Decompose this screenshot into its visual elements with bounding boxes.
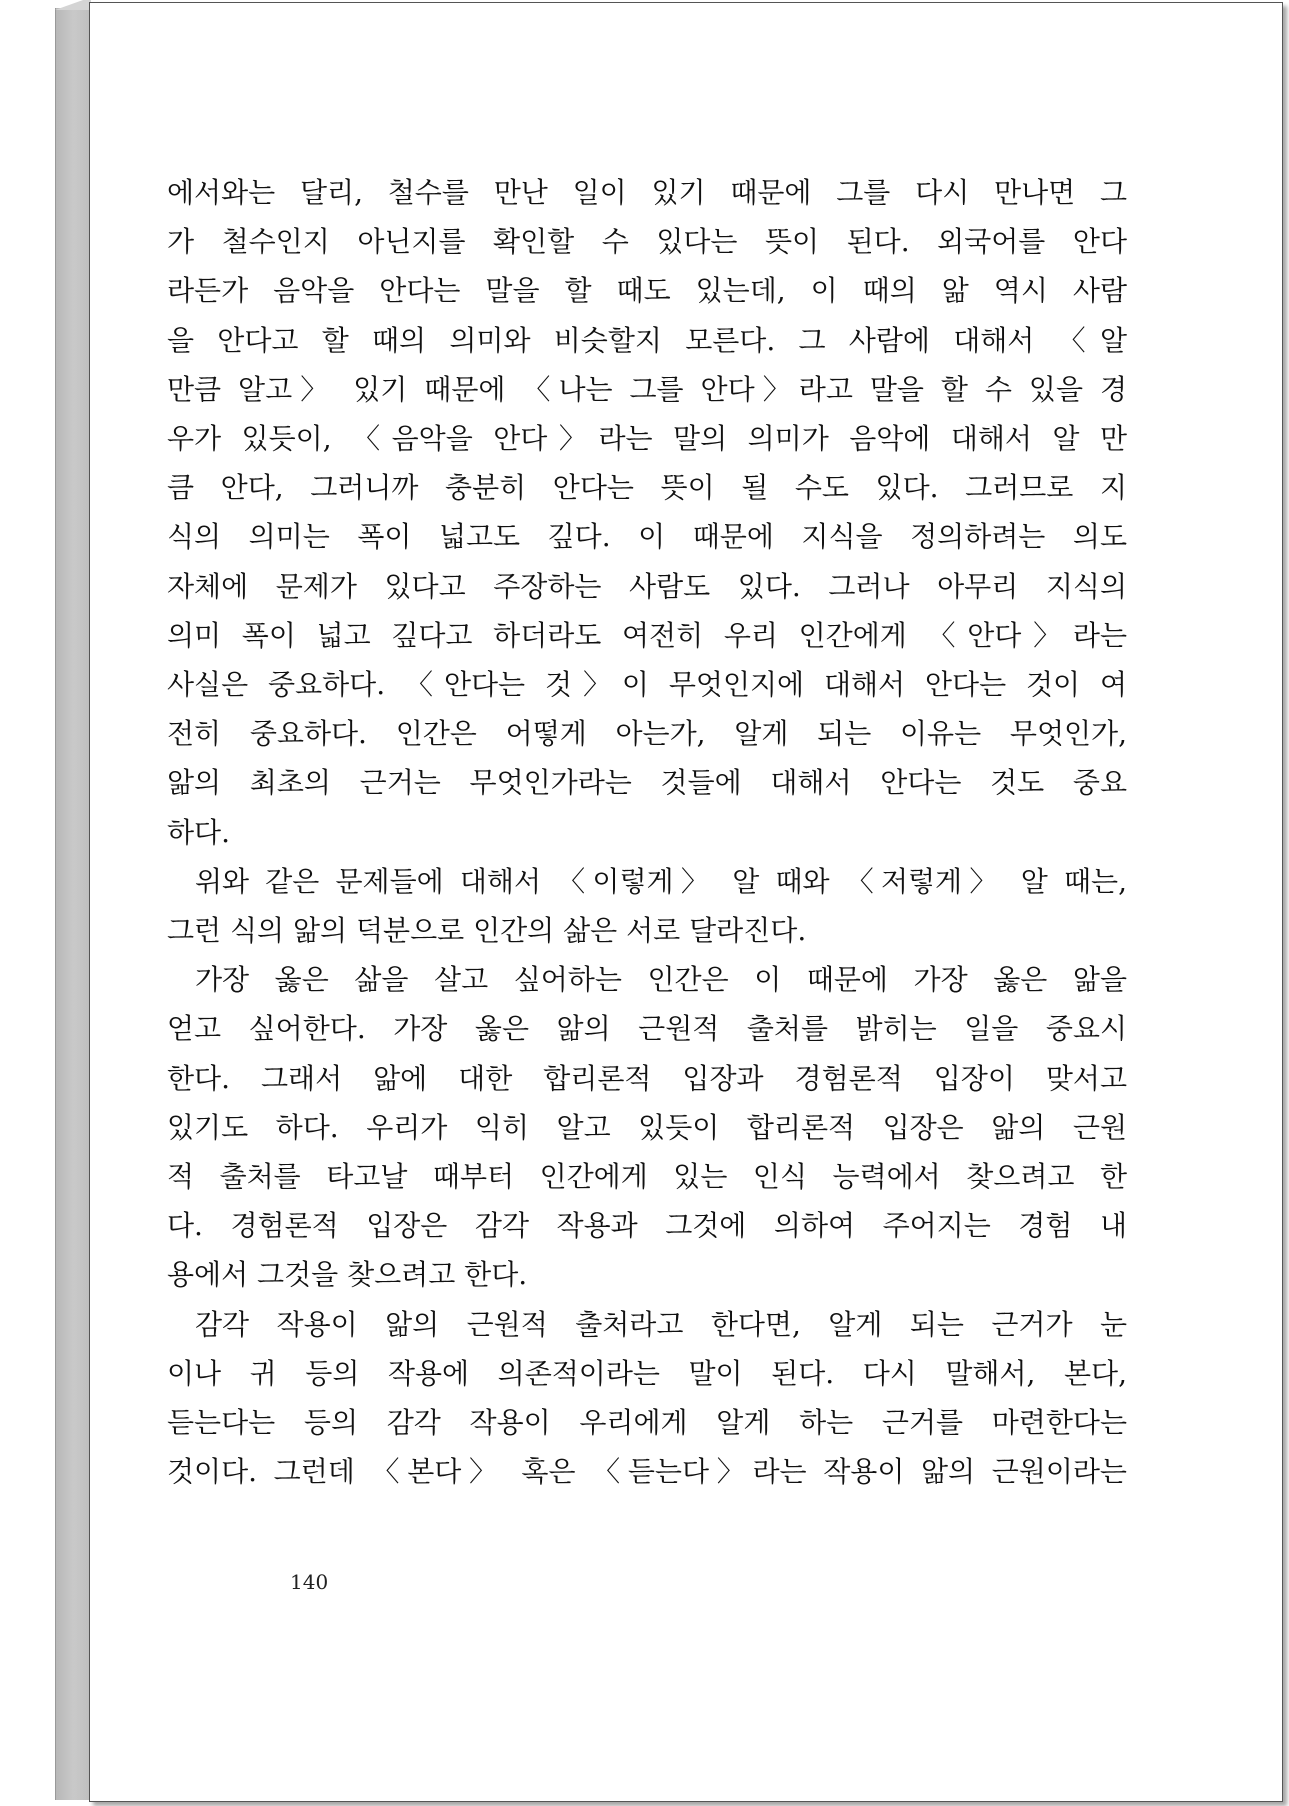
paragraph-3 — [167, 955, 1127, 1299]
text-line: 가장 옳은 삶을 살고 싶어하는 인간은 이 때문에 가장 옳은 앎을 — [195, 963, 1127, 997]
text-line: 하다. — [167, 815, 230, 849]
text-line: 용에서 그것을 찾으려고 한다. — [167, 1258, 528, 1292]
text-line: 적 출처를 타고날 때부터 인간에게 있는 인식 능력에서 찾으려고 한 — [167, 1160, 1127, 1194]
text-line: 듣는다는 등의 감각 작용이 우리에게 알게 하는 근거를 마련한다는 — [167, 1406, 1127, 1440]
text-line: 위와 같은 문제들에 대해서 〈이렇게〉 알 때와 〈저렇게〉 알 때는, — [195, 864, 1127, 898]
body-text — [167, 168, 1127, 1496]
text-line: 큼 안다, 그러니까 충분히 안다는 뜻이 될 수도 있다. 그러므로 지 — [167, 471, 1127, 505]
text-line: 사실은 중요하다. 〈안다는 것〉이 무엇인지에 대해서 안다는 것이 여 — [167, 668, 1127, 702]
text-line: 앎의 최초의 근거는 무엇인가라는 것들에 대해서 안다는 것도 중요 — [167, 766, 1127, 800]
text-line: 얻고 싶어한다. 가장 옳은 앎의 근원적 출처를 밝히는 일을 중요시 — [167, 1012, 1127, 1046]
paragraph-1 — [167, 168, 1127, 857]
text-line: 것이다. 그런데 〈본다〉 혹은 〈듣는다〉라는 작용이 앎의 근원이라는 — [167, 1455, 1127, 1489]
page-number: 140 — [290, 1570, 329, 1594]
text-line: 의미 폭이 넓고 깊다고 하더라도 여전히 우리 인간에게 〈안다〉라는 — [167, 618, 1127, 652]
text-line: 만큼 알고〉 있기 때문에 〈나는 그를 안다〉라고 말을 할 수 있을 경 — [167, 372, 1127, 406]
text-line: 식의 의미는 폭이 넓고도 깊다. 이 때문에 지식을 정의하려는 의도 — [167, 520, 1127, 554]
text-line: 자체에 문제가 있다고 주장하는 사람도 있다. 그러나 아무리 지식의 — [167, 569, 1127, 603]
text-line: 있기도 하다. 우리가 익히 알고 있듯이 합리론적 입장은 앎의 근원 — [167, 1110, 1127, 1144]
text-line: 을 안다고 할 때의 의미와 비슷할지 모른다. 그 사람에 대해서 〈알 — [167, 323, 1127, 357]
text-line: 그런 식의 앎의 덕분으로 인간의 삶은 서로 달라진다. — [167, 914, 807, 948]
text-line: 가 철수인지 아닌지를 확인할 수 있다는 뜻이 된다. 외국어를 안다 — [167, 225, 1127, 259]
text-line: 전히 중요하다. 인간은 어떻게 아는가, 알게 되는 이유는 무엇인가, — [167, 717, 1127, 751]
paragraph-4 — [167, 1300, 1127, 1497]
text-line: 다. 경험론적 입장은 감각 작용과 그것에 의하여 주어지는 경험 내 — [167, 1209, 1127, 1243]
text-line: 우가 있듯이, 〈음악을 안다〉라는 말의 의미가 음악에 대해서 알 만 — [167, 422, 1127, 456]
book-spine — [55, 8, 92, 1800]
text-line: 한다. 그래서 앎에 대한 합리론적 입장과 경험론적 입장이 맞서고 — [167, 1061, 1127, 1095]
book-top-edge — [55, 0, 91, 10]
text-line: 에서와는 달리, 철수를 만난 일이 있기 때문에 그를 다시 만나면 그 — [167, 176, 1127, 209]
paragraph-2 — [167, 857, 1127, 955]
text-line: 이나 귀 등의 작용에 의존적이라는 말이 된다. 다시 말해서, 본다, — [167, 1356, 1127, 1390]
text-line: 라든가 음악을 안다는 말을 할 때도 있는데, 이 때의 앎 역시 사람 — [167, 274, 1127, 308]
text-line: 감각 작용이 앎의 근원적 출처라고 한다면, 알게 되는 근거가 눈 — [195, 1307, 1127, 1341]
